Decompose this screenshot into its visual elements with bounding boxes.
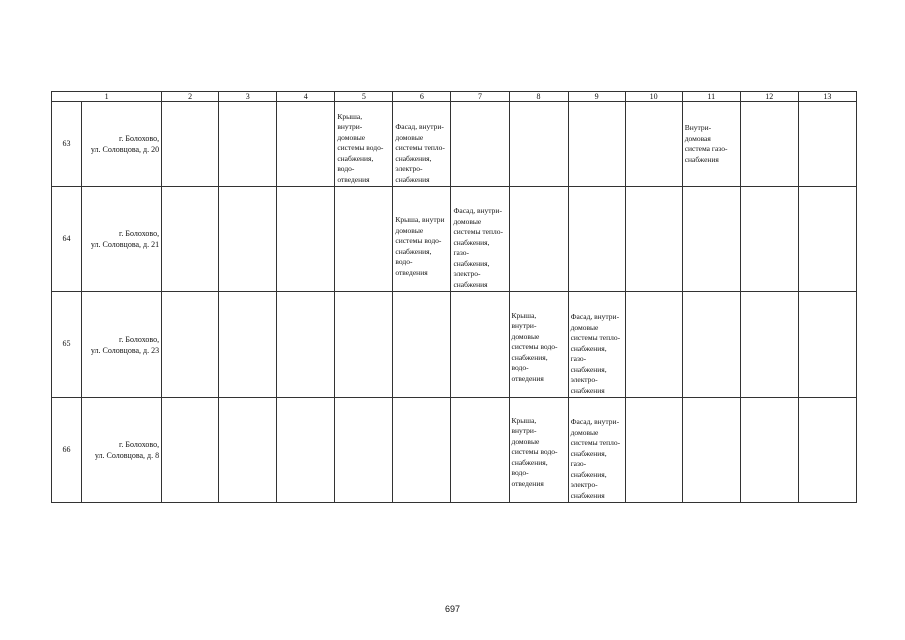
column-header: 7 xyxy=(451,92,509,102)
address-cell: г. Болохово, ул. Соловцова, д. 8 xyxy=(82,398,162,503)
work-cell: Крыша, внутри- домовые системы водо- снабжения, водо- отведения xyxy=(509,292,568,398)
work-cell: Фасад, внутри- домовые системы тепло- снабжения, газо- снабжения, электро- снабжения xyxy=(568,398,625,503)
work-cell: Крыша, внутри домовые системы водо- снабжения, водо- отведения xyxy=(393,187,451,292)
table-cell xyxy=(277,187,335,292)
column-number-header-row xyxy=(52,92,857,102)
table-cell xyxy=(277,102,335,187)
table-cell xyxy=(625,102,682,187)
table-cell xyxy=(335,292,393,398)
column-header: 2 xyxy=(162,92,219,102)
table-cell xyxy=(798,292,856,398)
row-number: 63 xyxy=(52,102,82,187)
address-cell: г. Болохово, ул. Соловцова, д. 23 xyxy=(82,292,162,398)
table-row xyxy=(52,398,857,503)
table-cell xyxy=(509,102,568,187)
table-cell xyxy=(393,398,451,503)
table-cell xyxy=(219,187,277,292)
table-cell xyxy=(219,102,277,187)
table-cell xyxy=(451,102,509,187)
row-number: 64 xyxy=(52,187,82,292)
table-cell xyxy=(451,398,509,503)
table-cell xyxy=(393,292,451,398)
work-cell: Крыша, внутри- домовые системы водо- снабжения, водо- отведения xyxy=(335,102,393,187)
table-cell xyxy=(740,398,798,503)
table-cell xyxy=(798,187,856,292)
table-cell xyxy=(162,292,219,398)
table-row xyxy=(52,292,857,398)
table-cell xyxy=(335,398,393,503)
table-row xyxy=(52,102,857,187)
row-number: 66 xyxy=(52,398,82,503)
table-cell xyxy=(568,102,625,187)
table-cell xyxy=(682,187,740,292)
table-cell xyxy=(162,398,219,503)
work-cell: Внутри- домовая система газо- снабжения xyxy=(682,102,740,187)
table-cell xyxy=(798,398,856,503)
table-cell xyxy=(740,187,798,292)
work-cell: Крыша, внутри- домовые системы водо- снабжения, водо- отведения xyxy=(509,398,568,503)
column-header: 11 xyxy=(682,92,740,102)
table-cell xyxy=(219,398,277,503)
table-cell xyxy=(568,187,625,292)
column-header: 9 xyxy=(568,92,625,102)
table-cell xyxy=(625,187,682,292)
table-row xyxy=(52,187,857,292)
table-cell xyxy=(682,398,740,503)
table-cell xyxy=(162,102,219,187)
table-cell xyxy=(451,292,509,398)
table-cell xyxy=(625,398,682,503)
column-header: 8 xyxy=(509,92,568,102)
table-cell xyxy=(277,398,335,503)
row-number: 65 xyxy=(52,292,82,398)
table-cell xyxy=(740,102,798,187)
page-number: 697 xyxy=(444,604,461,614)
table-cell xyxy=(335,187,393,292)
column-header: 12 xyxy=(740,92,798,102)
table-cell xyxy=(509,187,568,292)
address-cell: г. Болохово, ул. Соловцова, д. 20 xyxy=(82,102,162,187)
column-header: 10 xyxy=(625,92,682,102)
table-cell xyxy=(277,292,335,398)
address-cell: г. Болохово, ул. Соловцова, д. 21 xyxy=(82,187,162,292)
column-header: 5 xyxy=(335,92,393,102)
table-cell xyxy=(625,292,682,398)
column-header: 3 xyxy=(219,92,277,102)
table-cell xyxy=(798,102,856,187)
table-cell xyxy=(219,292,277,398)
column-header: 1 xyxy=(52,92,162,102)
column-header: 13 xyxy=(798,92,856,102)
work-schedule-table xyxy=(51,91,857,503)
work-cell: Фасад, внутри- домовые системы тепло- снабжения, газо- снабжения, электро- снабжения xyxy=(451,187,509,292)
work-cell: Фасад, внутри- домовые системы тепло- снабжения, электро- снабжения xyxy=(393,102,451,187)
work-cell: Фасад, внутри- домовые системы тепло- снабжения, газо- снабжения, электро- снабжения xyxy=(568,292,625,398)
column-header: 6 xyxy=(393,92,451,102)
column-header: 4 xyxy=(277,92,335,102)
table-cell xyxy=(682,292,740,398)
table-cell xyxy=(740,292,798,398)
table-cell xyxy=(162,187,219,292)
